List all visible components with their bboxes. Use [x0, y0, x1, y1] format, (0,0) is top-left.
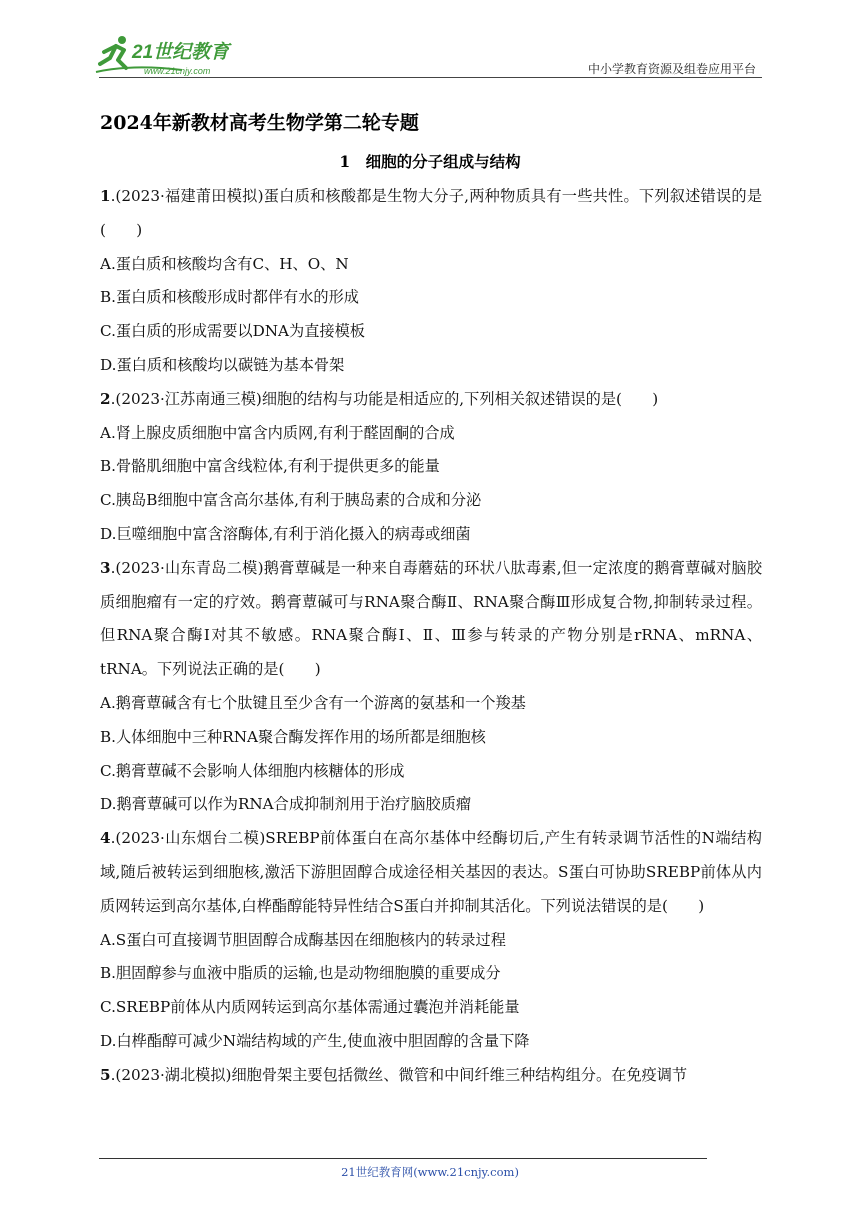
logo-21cnjy — [92, 34, 262, 76]
answer-option: D.蛋白质和核酸均以碳链为基本骨架 — [100, 355, 345, 374]
question-block — [100, 822, 762, 1059]
question-stem — [100, 822, 762, 923]
footer-text: 21世纪教育网(www.21cnjy.com) — [341, 1165, 519, 1179]
page-header — [0, 0, 860, 80]
answer-option: A.鹅膏蕈碱含有七个肽键且至少含有一个游离的氨基和一个羧基 — [100, 693, 526, 712]
answer-option: C.胰岛B细胞中富含高尔基体,有利于胰岛素的合成和分泌 — [100, 491, 482, 510]
logo-text: 21世纪教育 — [132, 42, 230, 63]
question-list — [100, 180, 762, 1093]
question-stem — [100, 1059, 762, 1093]
question-number: 4 — [100, 829, 111, 848]
question-text: .(2023·江苏南通三模)细胞的结构与功能是相适应的,下列相关叙述错误的是( ) — [110, 389, 659, 408]
header-platform-text: 中小学教育资源及组卷应用平台 — [587, 62, 756, 76]
question-block — [100, 552, 762, 822]
answer-option: A.蛋白质和核酸均含有C、H、O、N — [100, 254, 349, 273]
question-text: .(2023·湖北模拟)细胞骨架主要包括微丝、微管和中间纤维三种结构组分。在免疫调节 — [110, 1065, 688, 1084]
footer-divider — [99, 1158, 707, 1159]
answer-option: B.人体细胞中三种RNA聚合酶发挥作用的场所都是细胞核 — [100, 727, 486, 746]
question-stem — [100, 180, 762, 248]
answer-option: D.白桦酯醇可减少N端结构域的产生,使血液中胆固醇的含量下降 — [100, 1031, 530, 1050]
answer-option: D.巨噬细胞中富含溶酶体,有利于消化摄入的病毒或细菌 — [100, 524, 471, 543]
answer-option: B.胆固醇参与血液中脂质的运输,也是动物细胞膜的重要成分 — [100, 964, 501, 983]
document-title: 2024年新教材高考生物学第二轮专题 — [100, 112, 419, 134]
answer-option: D.鹅膏蕈碱可以作为RNA合成抑制剂用于治疗脑胶质瘤 — [100, 795, 472, 814]
question-number: 3 — [100, 558, 111, 577]
question-block — [100, 1059, 762, 1093]
answer-option: C.SREBP前体从内质网转运到高尔基体需通过囊泡并消耗能量 — [100, 998, 520, 1017]
question-number: 1 — [100, 187, 111, 205]
question-number: 5 — [100, 1065, 111, 1084]
question-text: .(2023·福建莆田模拟)蛋白质和核酸都是生物大分子,两种物质具有一些共性。下列叙述错误的是( ) — [100, 187, 762, 239]
answer-option: A.S蛋白可直接调节胆固醇合成酶基因在细胞核内的转录过程 — [100, 930, 506, 949]
logo-url: www.21cnjy.com — [144, 66, 211, 76]
answer-option: C.蛋白质的形成需要以DNA为直接模板 — [100, 322, 365, 341]
answer-option: A.肾上腺皮质细胞中富含内质网,有利于醛固酮的合成 — [100, 423, 455, 442]
answer-option: B.骨骼肌细胞中富含线粒体,有利于提供更多的能量 — [100, 457, 440, 476]
section-title: 1 细胞的分子组成与结构 — [339, 152, 521, 171]
question-text: .(2023·山东烟台二模)SREBP前体蛋白在高尔基体中经酶切后,产生有转录调节活性的N端结构域,随后被转运到细胞核,激活下游胆固醇合成途径相关基因的表达。S蛋白可协助SREBP前体从内质网转运到高尔基体,白桦酯醇能特异性结合S蛋白并抑制其活化。下列说法错误的是( ) — [100, 829, 762, 915]
question-stem — [100, 383, 762, 417]
question-stem — [100, 552, 762, 687]
question-text: .(2023·山东青岛二模)鹅膏蕈碱是一种来自毒蘑菇的环状八肽毒素,但一定浓度的鹅膏蕈碱对脑胶质细胞瘤有一定的疗效。鹅膏蕈碱可与RNA聚合酶Ⅱ、RNA聚合酶Ⅲ形成复合物,抑制转录过程。但RNA聚合酶Ⅰ对其不敏感。RNA聚合酶Ⅰ、Ⅱ、Ⅲ参与转录的产物分别是rRNA、mRNA、tRNA。下列说法正确的是( ) — [100, 558, 763, 679]
question-block — [100, 180, 762, 383]
answer-option: B.蛋白质和核酸形成时都伴有水的形成 — [100, 288, 359, 307]
question-block — [100, 383, 762, 552]
header-divider — [99, 77, 762, 78]
question-number: 2 — [100, 389, 111, 408]
answer-option: C.鹅膏蕈碱不会影响人体细胞内核糖体的形成 — [100, 761, 405, 780]
